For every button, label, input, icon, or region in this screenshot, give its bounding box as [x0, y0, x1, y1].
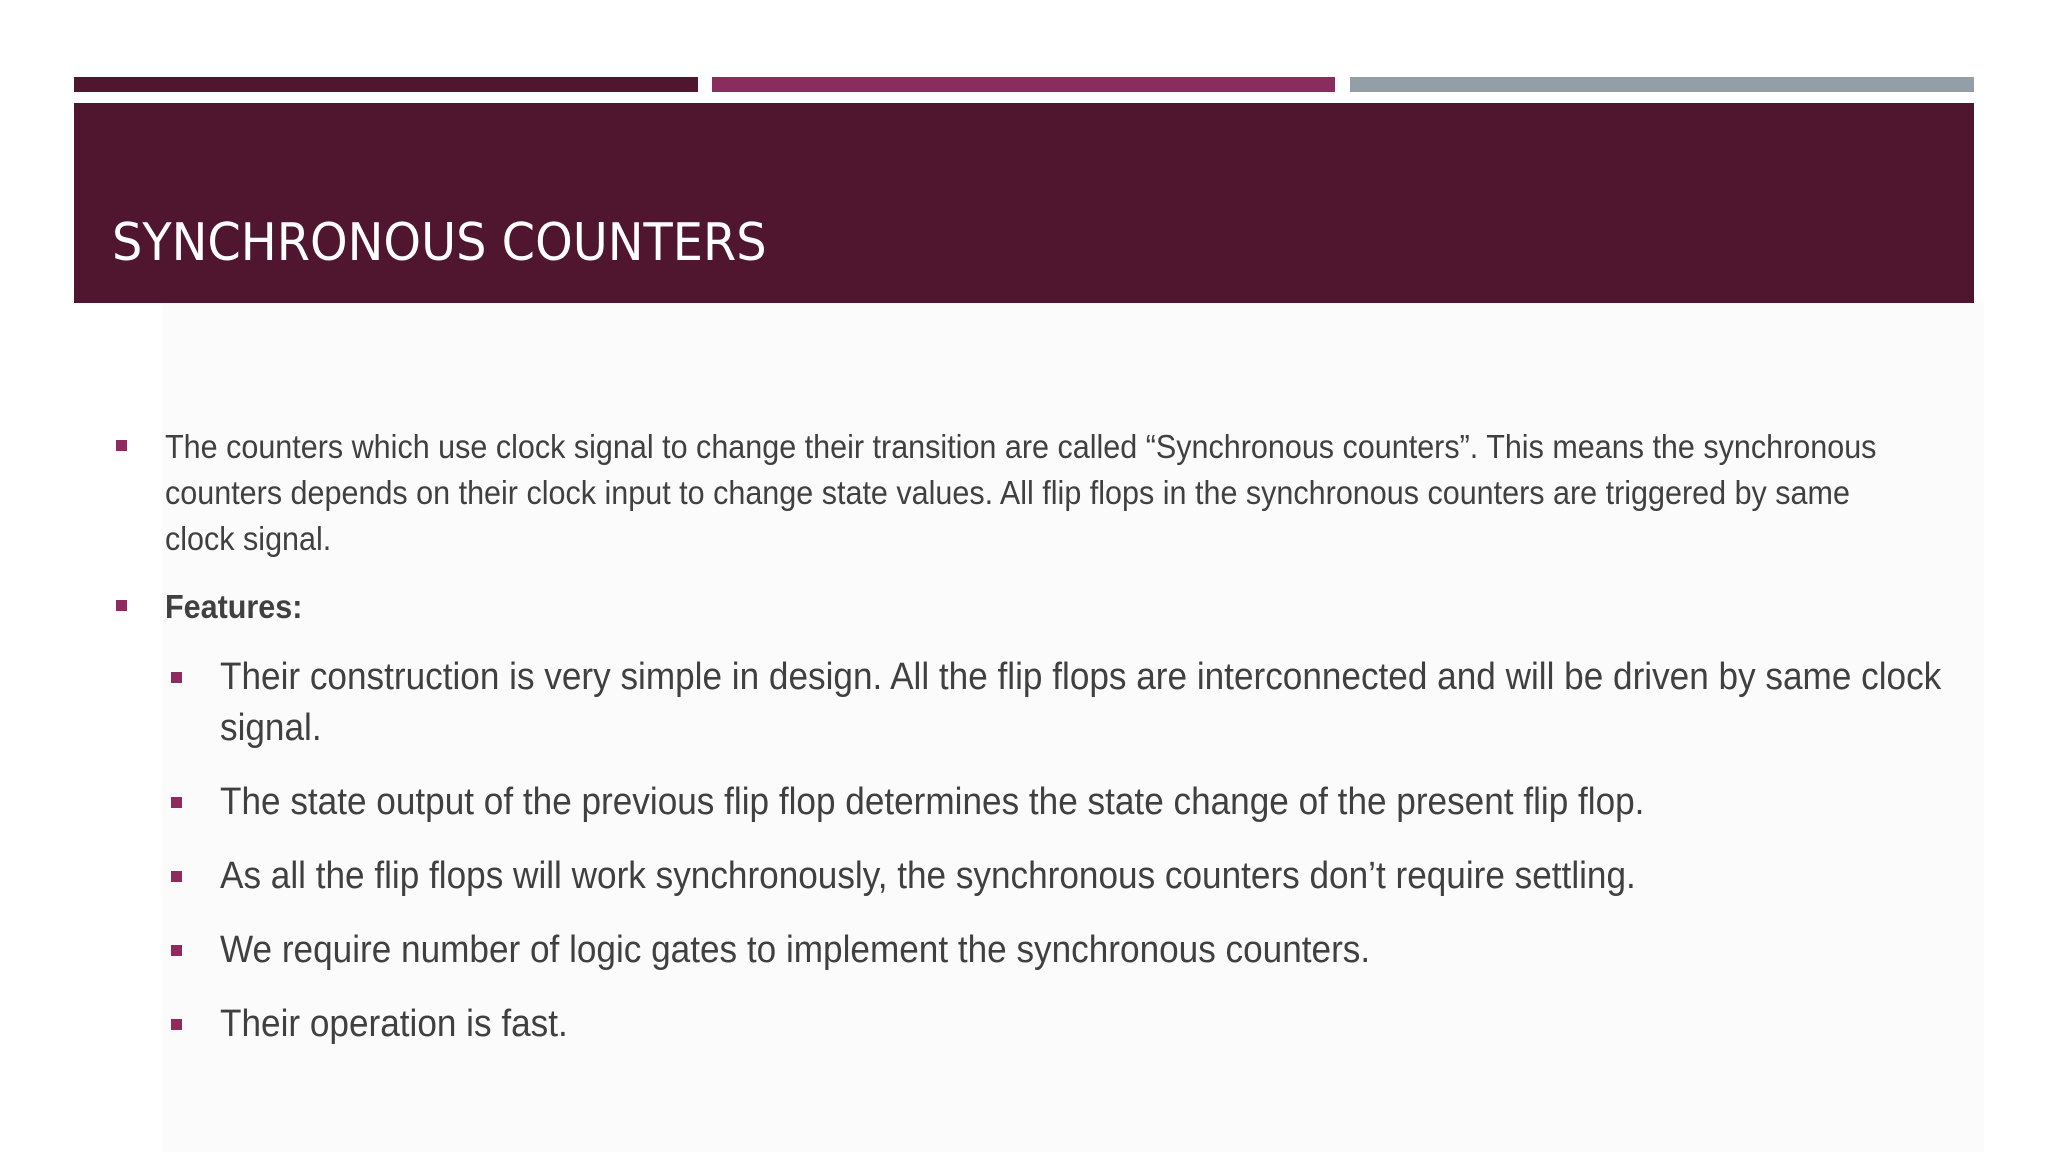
- accent-bar-gray: [1350, 77, 1974, 92]
- square-bullet-icon: [116, 600, 127, 611]
- feature-text: We require number of logic gates to implement the synchronous counters.: [220, 929, 1371, 971]
- accent-bar-dark: [74, 77, 698, 92]
- feature-text: As all the flip flops will work synchronously, the synchronous counters don’t require settling.: [220, 855, 1636, 897]
- square-bullet-icon: [171, 945, 182, 956]
- square-bullet-icon: [171, 871, 182, 882]
- feature-item: [169, 925, 1949, 976]
- square-bullet-icon: [171, 672, 182, 683]
- feature-text: Their construction is very simple in design. All the flip flops are interconnected and will be driven by same clock signal.: [220, 656, 1942, 749]
- feature-item: [169, 777, 1949, 828]
- square-bullet-icon: [171, 797, 182, 808]
- feature-list: [169, 652, 1949, 1050]
- bullet-item-definition: [114, 424, 1934, 562]
- feature-item: [169, 652, 1949, 754]
- square-bullet-icon: [171, 1019, 182, 1030]
- bullet-text: The counters which use clock signal to change their transition are called “Synchronous counters”. This means the synchronous counters depends on their clock input to change state values. All flip flops in the synchronous counters are triggered by same clock signal.: [165, 428, 1877, 557]
- feature-item: [169, 999, 1949, 1050]
- bullet-heading: Features:: [165, 588, 303, 625]
- feature-item: [169, 851, 1949, 902]
- bullet-list: [114, 424, 1942, 1073]
- slide-title: SYNCHRONOUS COUNTERS: [112, 213, 767, 273]
- square-bullet-icon: [116, 440, 127, 451]
- accent-bar-magenta: [712, 77, 1335, 92]
- feature-text: The state output of the previous flip flop determines the state change of the present flip flop.: [220, 781, 1645, 823]
- bullet-item-features: [114, 584, 1934, 630]
- sub-bullet-group: [114, 652, 1942, 1050]
- feature-text: Their operation is fast.: [220, 1003, 568, 1045]
- title-band: [74, 103, 1974, 303]
